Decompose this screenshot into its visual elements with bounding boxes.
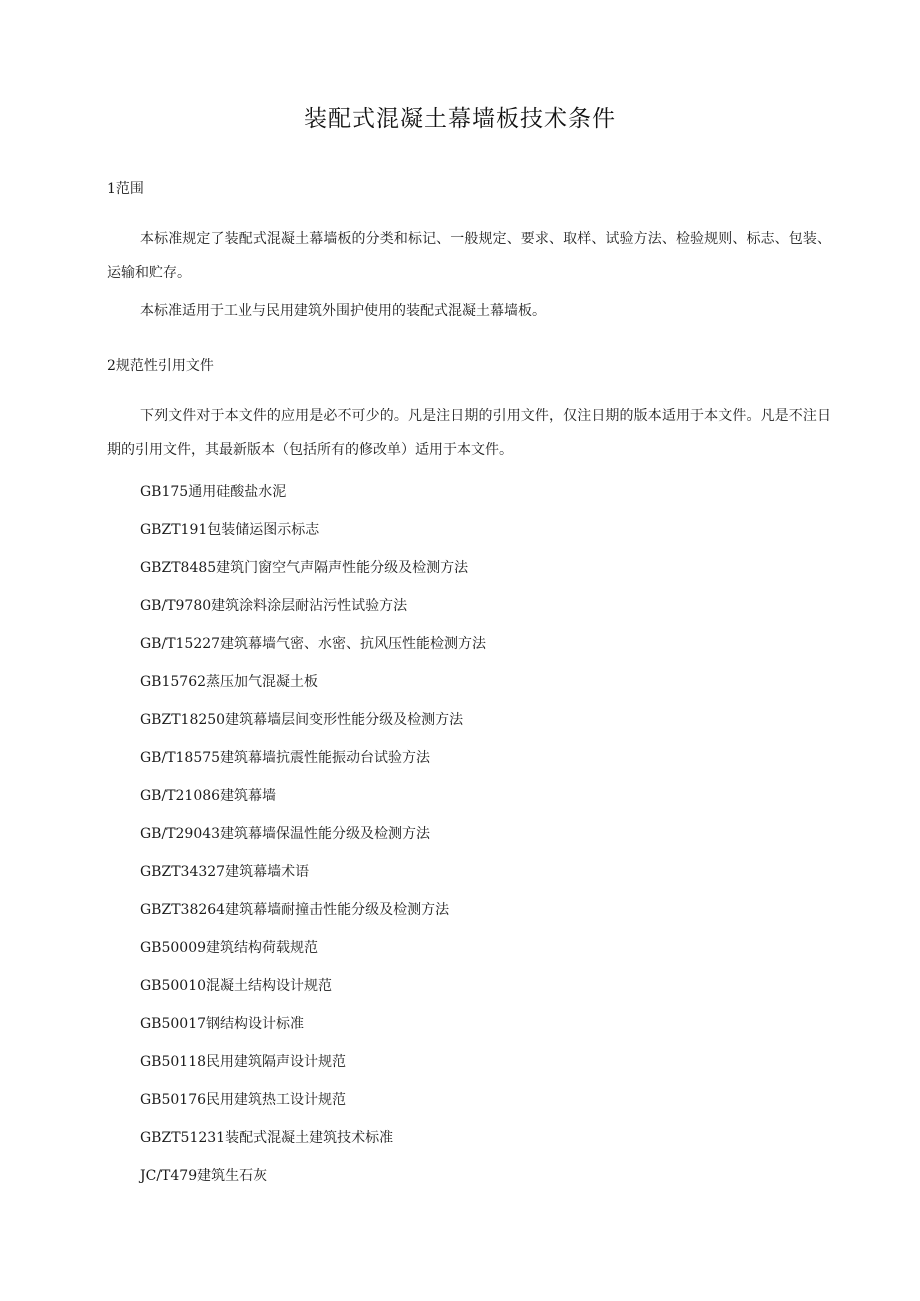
- section-2-intro-paragraph: 下列文件对于本文件的应用是必不可少的。凡是注日期的引用文件，仅注日期的版本适用于本文件。凡是不注日期的引用文件，其最新版本（包括所有的修改单）适用于本文件。: [107, 408, 831, 458]
- document-title: 装配式混凝土幕墙板技术条件: [304, 106, 616, 132]
- reference-item: GB15762蒸压加气混凝土板: [140, 674, 319, 690]
- reference-item: GB50118民用建筑隔声设计规范: [140, 1054, 347, 1070]
- reference-item: GB/T29043建筑幕墙保温性能分级及检测方法: [140, 826, 431, 842]
- reference-item: GBZT191包装储运图示标志: [140, 522, 320, 538]
- reference-item: GB50176民用建筑热工设计规范: [140, 1092, 347, 1108]
- reference-item: GB/T18575建筑幕墙抗震性能振动台试验方法: [140, 750, 431, 766]
- reference-item: GBZT51231装配式混凝土建筑技术标准: [140, 1130, 394, 1146]
- reference-item: JC/T479建筑生石灰: [140, 1168, 268, 1184]
- reference-item: GB175通用硅酸盐水泥: [140, 484, 287, 500]
- section-1-paragraph-applicability: 本标准适用于工业与民用建筑外围护使用的装配式混凝土幕墙板。: [140, 303, 546, 319]
- reference-item: GB/T21086建筑幕墙: [140, 788, 277, 804]
- reference-item: GB50010混凝土结构设计规范: [140, 978, 333, 994]
- reference-item: GB50009建筑结构荷载规范: [140, 940, 319, 956]
- reference-item: GBZT38264建筑幕墙耐撞击性能分级及检测方法: [140, 902, 450, 918]
- reference-item: GB/T15227建筑幕墙气密、水密、抗风压性能检测方法: [140, 636, 487, 652]
- reference-item: GBZT34327建筑幕墙术语: [140, 864, 310, 880]
- section-2-heading: 2规范性引用文件: [107, 358, 214, 374]
- reference-item: GBZT8485建筑门窗空气声隔声性能分级及检测方法: [140, 560, 469, 576]
- section-1-heading: 1范围: [107, 181, 144, 197]
- normative-references-list: [140, 476, 486, 1198]
- reference-item: GB50017钢结构设计标准: [140, 1016, 305, 1032]
- section-1-paragraph-scope: 本标准规定了装配式混凝土幕墙板的分类和标记、一般规定、要求、取样、试验方法、检验规则、标志、包装、运输和贮存。: [107, 231, 831, 281]
- reference-item: GBZT18250建筑幕墙层间变形性能分级及检测方法: [140, 712, 464, 728]
- reference-item: GB/T9780建筑涂料涂层耐沾污性试验方法: [140, 598, 408, 614]
